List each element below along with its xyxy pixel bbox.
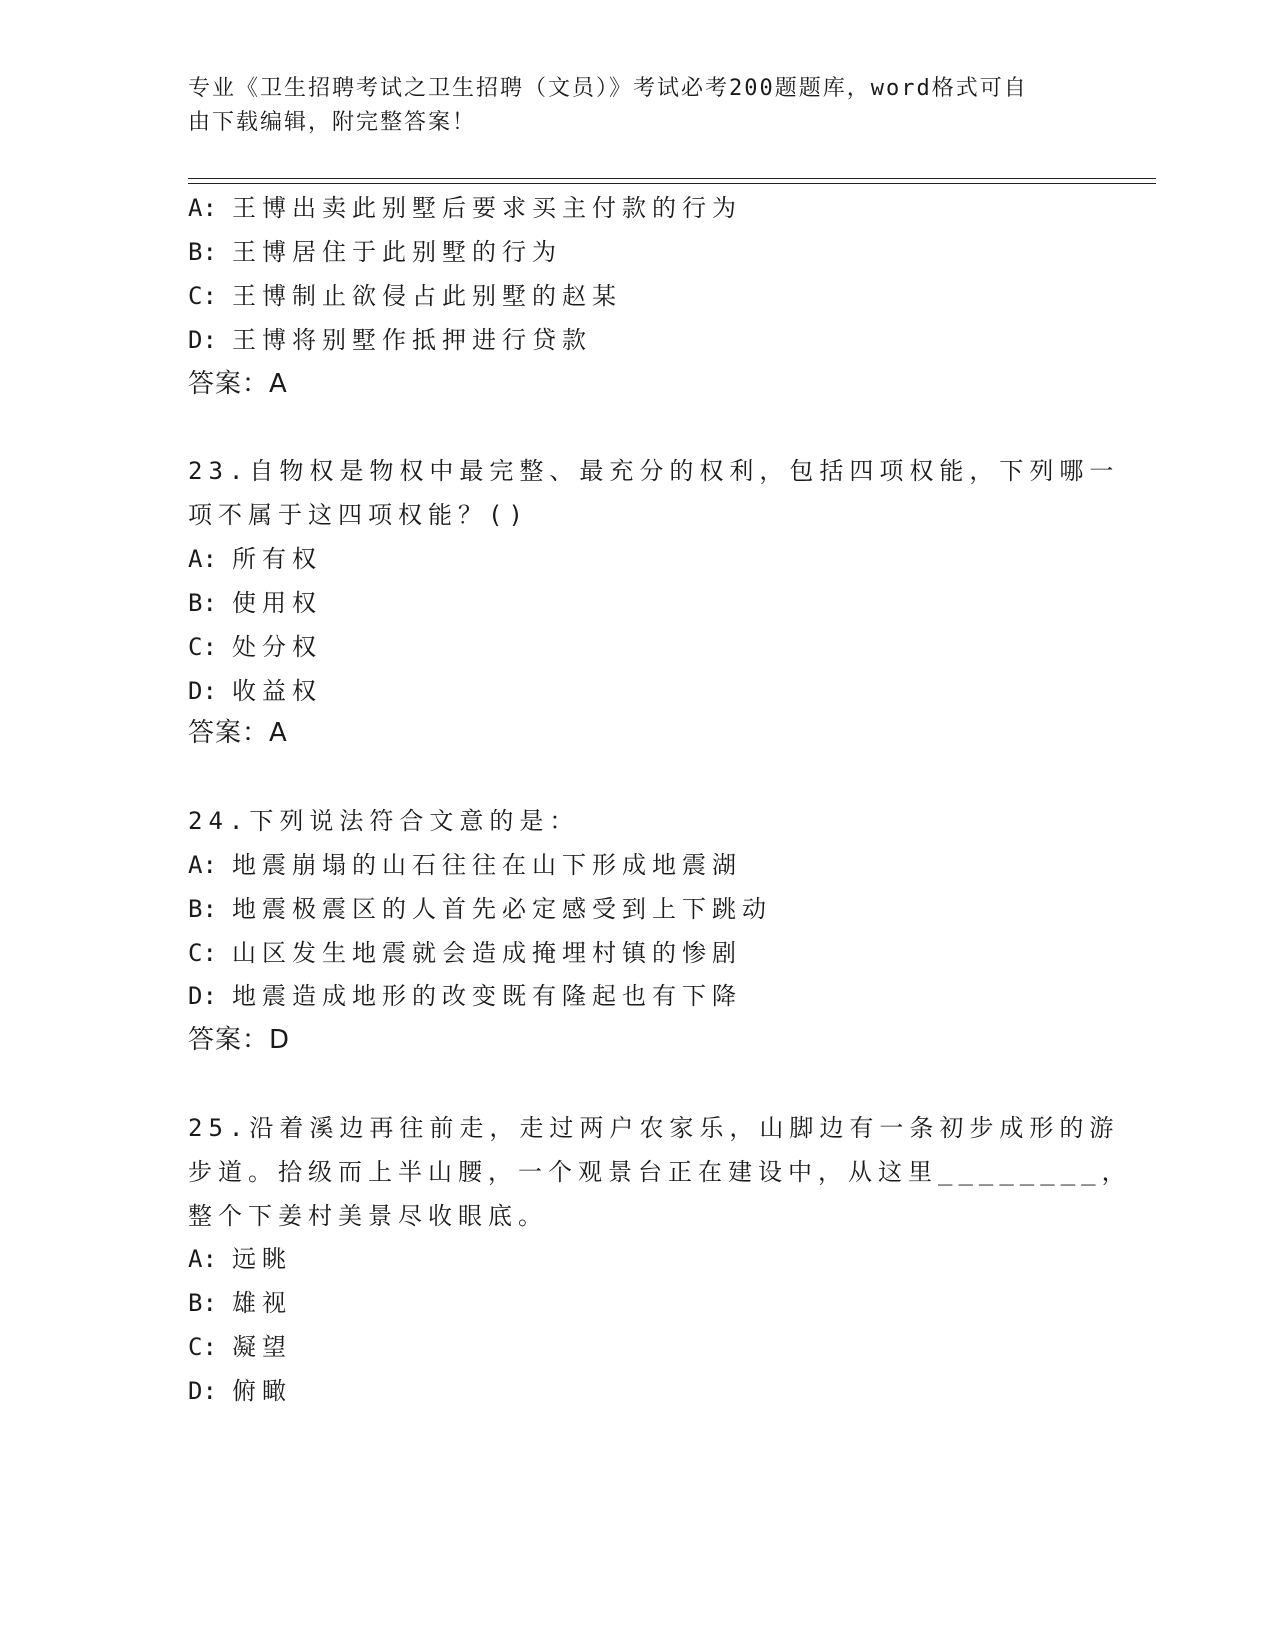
option-row (188, 1288, 292, 1318)
option-letter: A: (188, 545, 217, 573)
option-text: 王博将别墅作抵押进行贷款 (232, 326, 592, 354)
option-text: 处分权 (232, 633, 322, 661)
option-row (188, 544, 322, 574)
option-letter: B: (188, 238, 217, 266)
option-row (188, 325, 592, 355)
option-text: 收益权 (232, 677, 322, 705)
option-text: 王博居住于此别墅的行为 (232, 238, 562, 266)
option-text: 王博制止欲侵占此别墅的赵某 (232, 282, 622, 310)
option-letter: C: (188, 939, 217, 967)
option-row (188, 850, 742, 880)
option-letter: D: (188, 982, 217, 1010)
document-header (188, 72, 1088, 140)
option-row (188, 1244, 292, 1274)
option-letter: B: (188, 1289, 217, 1317)
option-row (188, 894, 772, 924)
option-row (188, 193, 742, 223)
option-text: 雄视 (232, 1289, 292, 1317)
option-text: 俯瞰 (232, 1377, 292, 1405)
option-text: 地震极震区的人首先必定感受到上下跳动 (232, 895, 772, 923)
option-letter: B: (188, 589, 217, 617)
option-letter: C: (188, 1333, 217, 1361)
option-letter: B: (188, 895, 217, 923)
option-letter: D: (188, 677, 217, 705)
option-letter: C: (188, 282, 217, 310)
option-row (188, 981, 742, 1011)
option-text: 凝望 (232, 1333, 292, 1361)
answer-line: 答案：D (188, 1025, 291, 1055)
option-text: 使用权 (232, 589, 322, 617)
header-line-1: 专业《卫生招聘考试之卫生招聘（文员）》考试必考200题题库，word格式可自 (188, 76, 1028, 101)
question-stem: 23.自物权是物权中最完整、最充分的权利，包括四项权能，下列哪一 (188, 457, 1120, 485)
header-divider-top (188, 178, 1156, 179)
option-letter: A: (188, 194, 217, 222)
question-stem: 步道。拾级而上半山腰，一个观景台正在建设中，从这里________， (188, 1158, 1132, 1186)
option-letter: A: (188, 1245, 217, 1273)
option-text: 地震造成地形的改变既有隆起也有下降 (232, 982, 742, 1010)
question-stem: 25.沿着溪边再往前走，走过两户农家乐，山脚边有一条初步成形的游 (188, 1114, 1120, 1142)
option-row (188, 676, 322, 706)
header-divider-bottom (188, 183, 1156, 184)
option-row (188, 1376, 292, 1406)
option-text: 王博出卖此别墅后要求买主付款的行为 (232, 194, 742, 222)
question-stem: 24.下列说法符合文意的是： (188, 807, 580, 835)
header-line-2: 由下载编辑，附完整答案！ (188, 110, 477, 135)
question-stem: 整个下姜村美景尽收眼底。 (188, 1202, 548, 1230)
option-text: 所有权 (232, 545, 322, 573)
option-text: 山区发生地震就会造成掩埋村镇的惨剧 (232, 939, 742, 967)
option-row (188, 938, 742, 968)
option-row (188, 237, 562, 267)
answer-line: 答案：A (188, 718, 288, 748)
option-row (188, 632, 322, 662)
option-text: 远眺 (232, 1245, 292, 1273)
option-row (188, 1332, 292, 1362)
option-letter: D: (188, 326, 217, 354)
option-text: 地震崩塌的山石往往在山下形成地震湖 (232, 851, 742, 879)
option-letter: C: (188, 633, 217, 661)
question-stem: 项不属于这四项权能？() (188, 501, 529, 529)
option-row (188, 281, 622, 311)
option-row (188, 588, 322, 618)
answer-line: 答案：A (188, 369, 288, 399)
option-letter: D: (188, 1377, 217, 1405)
option-letter: A: (188, 851, 217, 879)
